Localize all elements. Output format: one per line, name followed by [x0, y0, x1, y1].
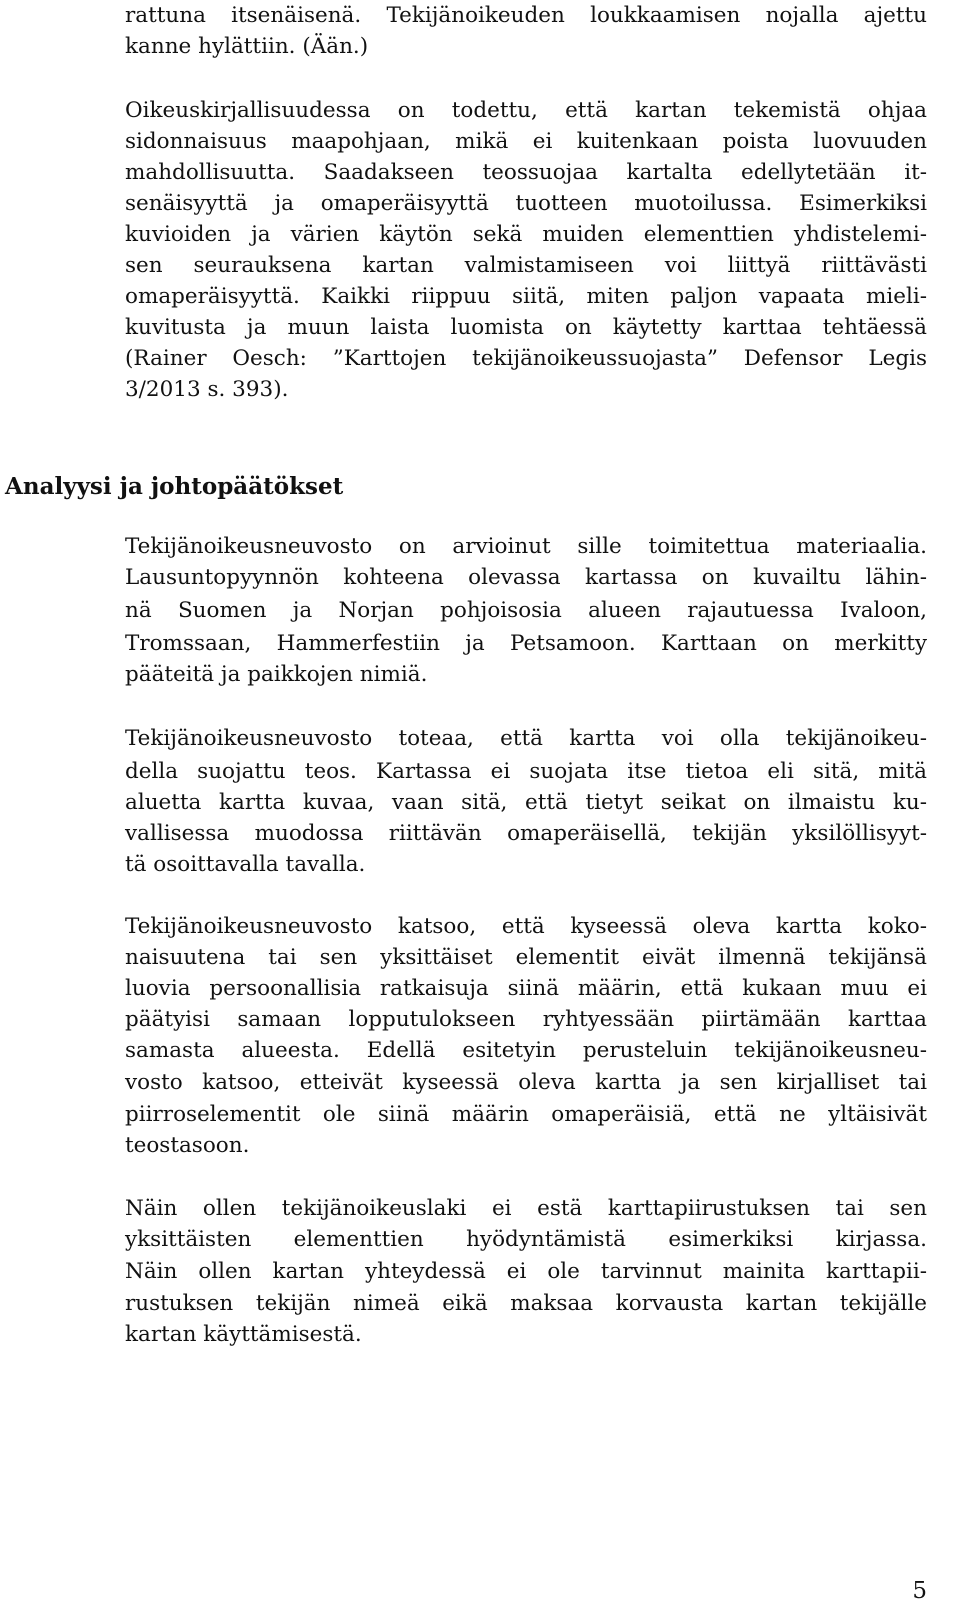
text-line: kuvioiden ja värien käytön sekä muiden elementtien yhdistelemi-: [125, 222, 927, 247]
text-line: senäisyyttä ja omaperäisyyttä tuotteen muotoilussa. Esimerkiksi: [125, 191, 927, 216]
text-line: nä Suomen ja Norjan pohjoisosia alueen rajautuessa Ivaloon,: [125, 598, 927, 623]
text-line: Oikeuskirjallisuudessa on todettu, että kartan tekemistä ohjaa: [125, 98, 927, 123]
text-line: sen seurauksena kartan valmistamiseen voi liittyä riittävästi: [125, 253, 927, 278]
text-line: yksittäisten elementtien hyödyntämistä esimerkiksi kirjassa.: [125, 1227, 927, 1252]
text-line: Lausuntopyynnön kohteena olevassa kartassa on kuvailtu lähin-: [125, 565, 927, 590]
text-line: kuvitusta ja muun laista luomista on käytetty karttaa tehtäessä: [125, 315, 927, 340]
text-line: piirroselementit ole siinä määrin omaperäisiä, että ne yltäisivät: [125, 1102, 927, 1127]
text-line: 3/2013 s. 393).: [125, 377, 289, 402]
text-line: mahdollisuutta. Saadakseen teossuojaa kartalta edellytetään it-: [125, 160, 927, 185]
page-number: 5: [912, 1578, 927, 1604]
text-line: pääteitä ja paikkojen nimiä.: [125, 662, 428, 687]
text-line: luovia persoonallisia ratkaisuja siinä määrin, että kukaan muu ei: [125, 976, 927, 1001]
text-line: Näin ollen kartan yhteydessä ei ole tarvinnut mainita karttapii-: [125, 1259, 927, 1284]
text-line: Tromssaan, Hammerfestiin ja Petsamoon. Karttaan on merkitty: [125, 631, 927, 656]
text-line: aluetta kartta kuvaa, vaan sitä, että tietyt seikat on ilmaistu ku-: [125, 790, 927, 815]
text-line: omaperäisyyttä. Kaikki riippuu siitä, miten paljon vapaata mieli-: [125, 284, 927, 309]
text-line: rattuna itsenäisenä. Tekijänoikeuden loukkaamisen nojalla ajettu: [125, 3, 927, 28]
text-line: della suojattu teos. Kartassa ei suojata itse tietoa eli sitä, mitä: [125, 759, 927, 784]
text-line: Näin ollen tekijänoikeuslaki ei estä karttapiirustuksen tai sen: [125, 1196, 927, 1221]
text-line: Tekijänoikeusneuvosto katsoo, että kyseessä oleva kartta koko-: [125, 914, 927, 939]
text-line: tä osoittavalla tavalla.: [125, 852, 366, 877]
text-line: vallisessa muodossa riittävän omaperäisellä, tekijän yksilöllisyyt-: [125, 821, 927, 846]
text-line: teostasoon.: [125, 1133, 250, 1158]
text-line: Tekijänoikeusneuvosto on arvioinut sille toimitettua materiaalia.: [125, 534, 927, 559]
text-line: naisuutena tai sen yksittäiset elementit eivät ilmennä tekijänsä: [125, 945, 927, 970]
text-line: kartan käyttämisestä.: [125, 1322, 362, 1347]
text-line: Tekijänoikeusneuvosto toteaa, että kartta voi olla tekijänoikeu-: [125, 726, 927, 751]
text-line: rustuksen tekijän nimeä eikä maksaa korvausta kartan tekijälle: [125, 1291, 927, 1316]
section-heading: Analyysi ja johtopäätökset: [5, 473, 344, 500]
text-line: (Rainer Oesch: ”Karttojen tekijänoikeussuojasta” Defensor Legis: [125, 346, 927, 371]
text-line: samasta alueesta. Edellä esitetyin perusteluin tekijänoikeusneu-: [125, 1038, 927, 1063]
text-line: sidonnaisuus maapohjaan, mikä ei kuitenkaan poista luovuuden: [125, 129, 927, 154]
text-line: kanne hylättiin. (Ään.): [125, 34, 369, 59]
text-line: vosto katsoo, etteivät kyseessä oleva kartta ja sen kirjalliset tai: [125, 1070, 927, 1095]
text-line: päätyisi samaan lopputulokseen ryhtyessään piirtämään karttaa: [125, 1007, 927, 1032]
